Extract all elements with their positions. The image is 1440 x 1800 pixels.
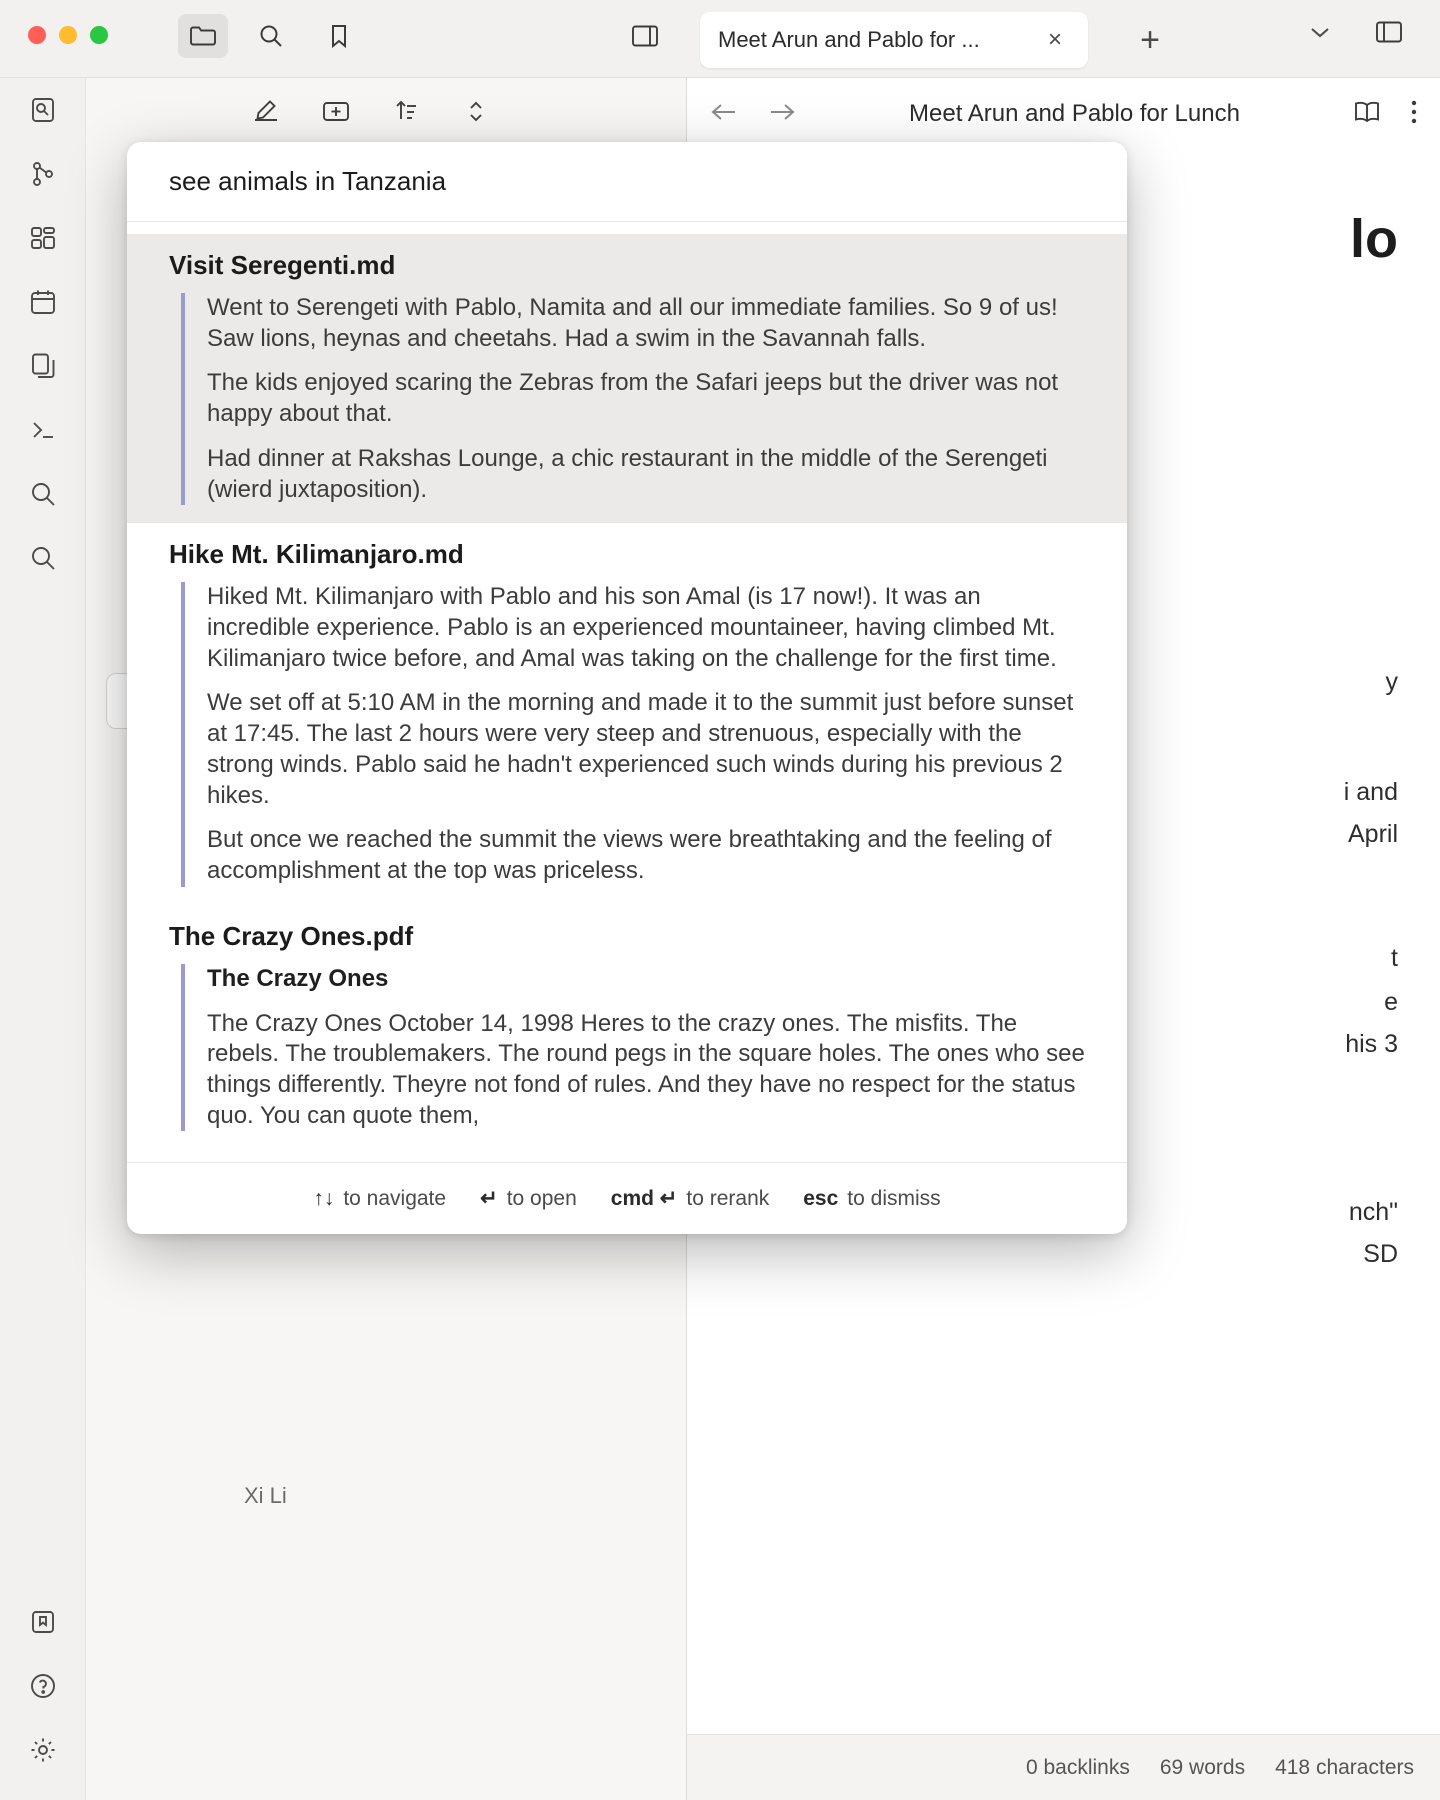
zoom-window-button[interactable] [90,26,108,44]
snippet-paragraph: The Crazy Ones [207,964,389,992]
reading-mode-icon[interactable] [1352,100,1382,129]
editor-header [687,78,1440,150]
word-count: 69 words [1159,1755,1246,1779]
window-controls [28,26,108,44]
minimize-window-button[interactable] [59,26,77,44]
snippet-paragraph: We set off at 5:10 AM in the morning and made it to the summit just before sunset at 17:45. The last 2 hours were very steep and strenuous, especially with the strong winds. Pablo said he hadn't experienced such winds during his previous 2 hikes. [207,689,1074,809]
hint-open [480,1186,577,1211]
terminal-icon[interactable] [0,398,86,462]
editor-tab[interactable] [700,12,1088,68]
result-title: Visit Seregenti.md [169,250,396,280]
more-options-icon[interactable] [1410,99,1418,130]
result-snippet [181,293,1085,505]
new-tab-button[interactable]: + [1140,20,1160,59]
document-line: y [1385,668,1398,696]
character-count: 418 characters [1275,1755,1414,1779]
files-icon[interactable] [0,334,86,398]
close-window-button[interactable] [28,26,46,44]
file-search-icon[interactable] [0,78,86,142]
snippet-paragraph: Hiked Mt. Kilimanjaro with Pablo and his son Amal (is 17 now!). It was an incredible experience. Pablo is an experienced mountaineer, having climbed Mt. Kilimanjaro twice before, and Amal was taking on the challenge for the first time. [207,583,1057,672]
search-icon[interactable] [246,14,296,58]
result-title: Hike Mt. Kilimanjaro.md [169,539,464,570]
calendar-icon[interactable] [0,270,86,334]
note-author-label: Xi Li [244,1483,287,1508]
editor-title: Meet Arun and Pablo for Lunch [909,100,1240,127]
dashboard-icon[interactable] [0,206,86,270]
left-rail [0,78,86,1800]
palette-footer-hints [127,1162,1127,1234]
folder-icon[interactable] [178,14,228,58]
chevron-down-icon[interactable] [1305,22,1335,47]
search-icon[interactable] [0,462,86,526]
document-line: April [1347,820,1398,848]
bookmark-icon[interactable] [314,14,364,58]
rail-bottom-group [0,1590,86,1782]
snippet-paragraph: Had dinner at Rakshas Lounge, a chic restaurant in the middle of the Serengeti (wierd juxtaposition). [207,444,1048,503]
graph-icon[interactable] [0,142,86,206]
search-results-list [127,222,1127,1162]
back-icon[interactable] [709,101,739,128]
sidebar-left-toggle-icon[interactable] [620,14,670,58]
document-line: nch" [1348,1198,1398,1226]
status-bar [687,1734,1440,1800]
search-result-item[interactable] [127,234,1127,523]
hint-label: to navigate [343,1186,447,1210]
note-list-toolbar [251,96,491,131]
search-result-item[interactable] [127,905,1127,1150]
result-snippet [181,964,1085,1132]
close-icon[interactable]: × [1047,26,1062,53]
document-line: e [1384,988,1398,1016]
hint-dismiss [803,1187,940,1211]
document-line: SD [1363,1240,1398,1268]
search-input[interactable]: see animals in Tanzania [127,142,1127,222]
new-note-icon[interactable] [251,96,281,131]
hint-label: to dismiss [847,1186,941,1210]
hint-key: ↑↓ [313,1186,335,1210]
forward-icon[interactable] [767,101,797,128]
document-heading: lo [1350,209,1398,269]
hint-key: ↵ [480,1187,498,1210]
hint-rerank [611,1186,769,1211]
sidebar-right-toggle-icon[interactable] [1375,20,1403,49]
hint-label: to rerank [686,1186,770,1210]
toolbar-icon-group [178,14,364,58]
document-line: his 3 [1345,1030,1398,1058]
snippet-paragraph: But once we reached the summit the views were breathtaking and the feeling of accomplishment at the top was priceless. [207,826,1052,885]
hint-key: esc [803,1186,839,1210]
snippet-paragraph: The Crazy Ones October 14, 1998 Heres to the crazy ones. The misfits. The rebels. The troublemakers. The round pegs in the square holes. The ones who see things differently. Theyre not fond of rules. And they have no respect for the status quo. You can quote them, [207,1009,1085,1129]
search-palette [127,142,1127,1234]
settings-icon[interactable] [0,1718,86,1782]
hint-key: cmd ↵ [610,1187,678,1210]
title-bar [0,0,1440,78]
document-line: t [1391,944,1398,972]
hint-label: to open [506,1186,577,1210]
document-line: i and [1343,778,1398,806]
search-result-item[interactable] [127,523,1127,904]
hint-navigate [313,1187,446,1211]
bookmark-box-icon[interactable] [0,1590,86,1654]
snippet-paragraph: The kids enjoyed scaring the Zebras from the Safari jeeps but the driver was not happy about that. [207,369,1059,428]
tab-title: Meet Arun and Pablo for ... [718,27,980,52]
result-snippet [181,582,1085,886]
new-folder-icon[interactable] [321,96,351,131]
result-title: The Crazy Ones.pdf [169,920,414,951]
search-alt-icon[interactable] [0,526,86,590]
sort-icon[interactable] [391,96,421,131]
help-icon[interactable] [0,1654,86,1718]
collapse-expand-icon[interactable] [461,96,491,131]
backlinks-count: 0 backlinks [1025,1755,1130,1779]
snippet-paragraph: Went to Serengeti with Pablo, Namita and all our immediate families. So 9 of us! Saw lions, heynas and cheetahs. Had a swim in the Savannah falls. [207,294,1058,352]
